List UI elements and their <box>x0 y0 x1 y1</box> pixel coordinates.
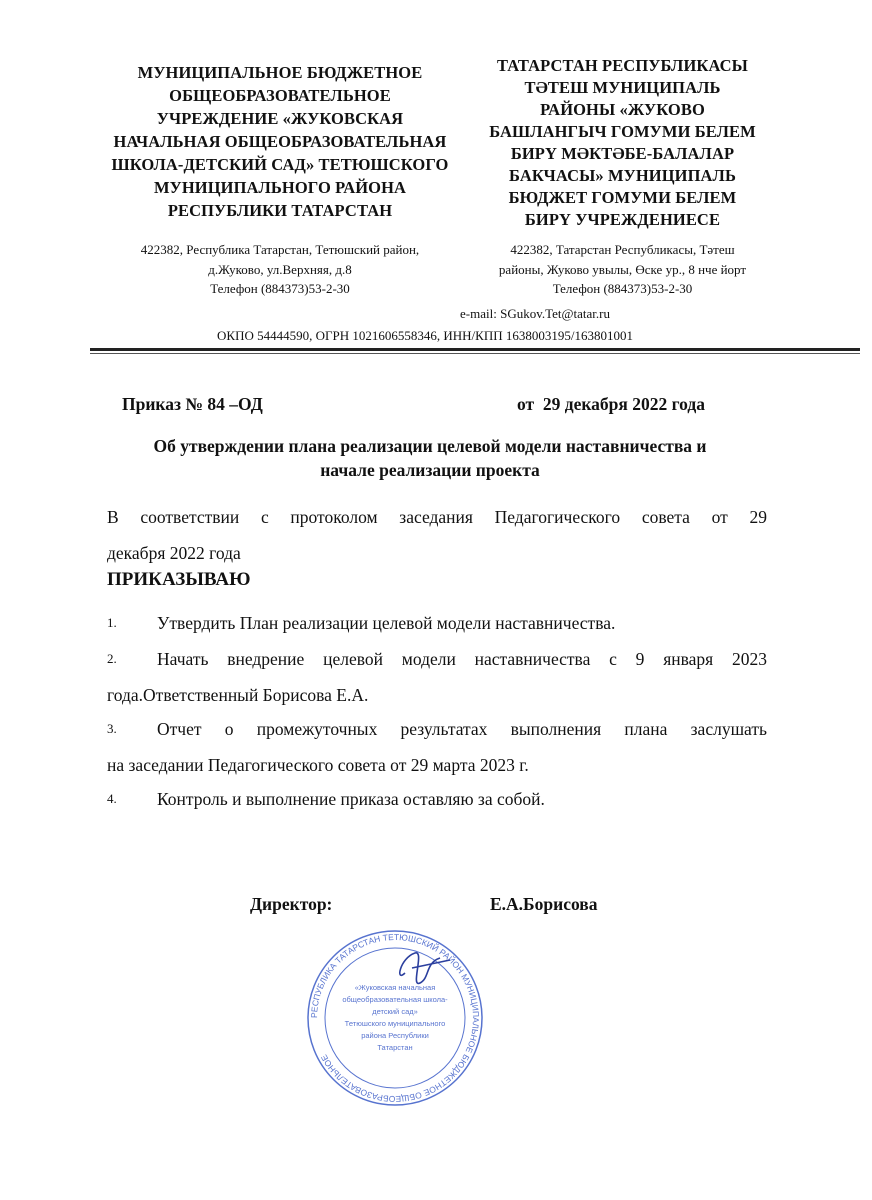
order-number: Приказ № 84 –ОД <box>122 394 263 414</box>
order-item-1 <box>107 605 767 641</box>
stamp-line: Тетюшского муниципального <box>344 1019 446 1028</box>
text-line: РЕСПУБЛИКИ ТАТАРСТАН <box>167 201 393 220</box>
stamp-line: района Республики <box>361 1031 429 1040</box>
right-org-name <box>440 55 805 231</box>
text-line: 422382, Республика Татарстан, Тетюшский район, <box>140 242 420 257</box>
text-line: РАЙОНЫ «ЖУКОВО <box>540 100 705 119</box>
text-line: Телефон (884373)53-2-30 <box>210 281 350 296</box>
text-line: БАКЧАСЫ» МУНИЦИПАЛЬ <box>509 166 736 185</box>
text-line: районы, Жуково увылы, Өске ур., 8 нче йорт <box>498 261 747 277</box>
text-line: года.Ответственный Борисова Е.А. <box>107 685 369 705</box>
text-line: МУНИЦИПАЛЬНОЕ БЮДЖЕТНОЕ <box>137 63 423 82</box>
stamp-line: Татарстан <box>377 1043 413 1052</box>
email-link[interactable]: SGukov.Tet@tatar.ru <box>500 306 610 321</box>
text-line: НАЧАЛЬНАЯ ОБЩЕОБРАЗОВАТЕЛЬНАЯ <box>113 132 447 151</box>
left-org-name <box>95 61 465 222</box>
order-title <box>90 434 770 482</box>
text-line: МУНИЦИПАЛЬНОГО РАЙОНА <box>153 178 407 197</box>
text-line: Утвердить План реализации целевой модели наставничества. <box>157 613 616 633</box>
stamp-line: общеобразовательная школа- <box>342 995 448 1004</box>
signature-name: Е.А.Борисова <box>490 894 598 914</box>
stamp-line: детский сад» <box>372 1007 418 1016</box>
order-date: от 29 декабря 2022 года <box>517 394 705 414</box>
text-line: БАШЛАНГЫЧ ГОМУМИ БЕЛЕМ <box>489 122 756 141</box>
text-line: ТАТАРСТАН РЕСПУБЛИКАСЫ <box>497 56 748 75</box>
header-divider-thin <box>90 353 860 354</box>
text-line: Об утверждении плана реализации целевой модели наставничества и <box>153 436 707 456</box>
item-number: 3. <box>107 721 117 736</box>
text-line: декабря 2022 года <box>107 543 241 563</box>
item-number: 2. <box>107 651 117 666</box>
org-codes: ОКПО 54444590, ОГРН 1021606558346, ИНН/КПП 1638003195/163801001 <box>217 328 633 343</box>
email-line <box>300 304 770 324</box>
text-line: УЧРЕЖДЕНИЕ «ЖУКОВСКАЯ <box>156 109 404 128</box>
text-line: на заседании Педагогического совета от 29 марта 2023 г. <box>107 755 529 775</box>
text-line: В соответствии с протоколом заседания Педагогического совета от 29 <box>107 507 767 527</box>
email-label: e-mail: <box>460 306 497 321</box>
left-address <box>95 240 465 299</box>
text-line: д.Жуково, ул.Верхняя, д.8 <box>208 261 352 277</box>
stamp-ring-text: РЕСПУБЛИКА ТАТАРСТАН ТЕТЮШСКИЙ РАЙОН МУНИЦИПАЛЬНОЕ БЮДЖЕТНОЕ ОБЩЕОБРАЗОВАТЕЛЬНОЕ <box>308 931 482 1105</box>
order-item-4 <box>107 781 767 817</box>
text-line: Телефон (884373)53-2-30 <box>552 281 693 296</box>
text-line: ТӘТЕШ МУНИЦИПАЛЬ <box>524 78 721 97</box>
header-divider <box>90 348 860 351</box>
preamble <box>107 499 767 571</box>
right-address <box>440 240 805 299</box>
command-heading: ПРИКАЗЫВАЮ <box>107 569 251 590</box>
stamp-line: «Жуковская начальная <box>354 983 436 992</box>
text-line: Начать внедрение целевой модели наставничества с 9 января 2023 <box>157 649 767 669</box>
text-line: БИРҮ МӘКТӘБЕ-БАЛАЛАР <box>510 144 735 163</box>
text-line: Отчет о промежуточных результатах выполнения плана заслушать <box>157 719 767 739</box>
text-line: ШКОЛА-ДЕТСКИЙ САД» ТЕТЮШСКОГО <box>111 155 449 174</box>
order-item-2 <box>107 641 767 713</box>
item-number: 4. <box>107 791 117 806</box>
svg-text:РЕСПУБЛИКА ТАТАРСТАН ТЕТЮШСКИЙ <box>309 932 481 1104</box>
text-line: 422382, Татарстан Республикасы, Тәтеш <box>510 242 735 257</box>
signature-title: Директор: <box>250 894 333 914</box>
text-line: БИРҮ УЧРЕЖДЕНИЕСЕ <box>524 210 721 229</box>
item-number: 1. <box>107 615 117 630</box>
text-line: начале реализации проекта <box>320 460 540 480</box>
text-line: БЮДЖЕТ ГОМУМИ БЕЛЕМ <box>508 188 737 207</box>
official-stamp <box>300 928 490 1108</box>
text-line: ОБЩЕОБРАЗОВАТЕЛЬНОЕ <box>169 86 391 105</box>
text-line: Контроль и выполнение приказа оставляю за собой. <box>157 789 545 809</box>
order-item-3 <box>107 711 767 783</box>
